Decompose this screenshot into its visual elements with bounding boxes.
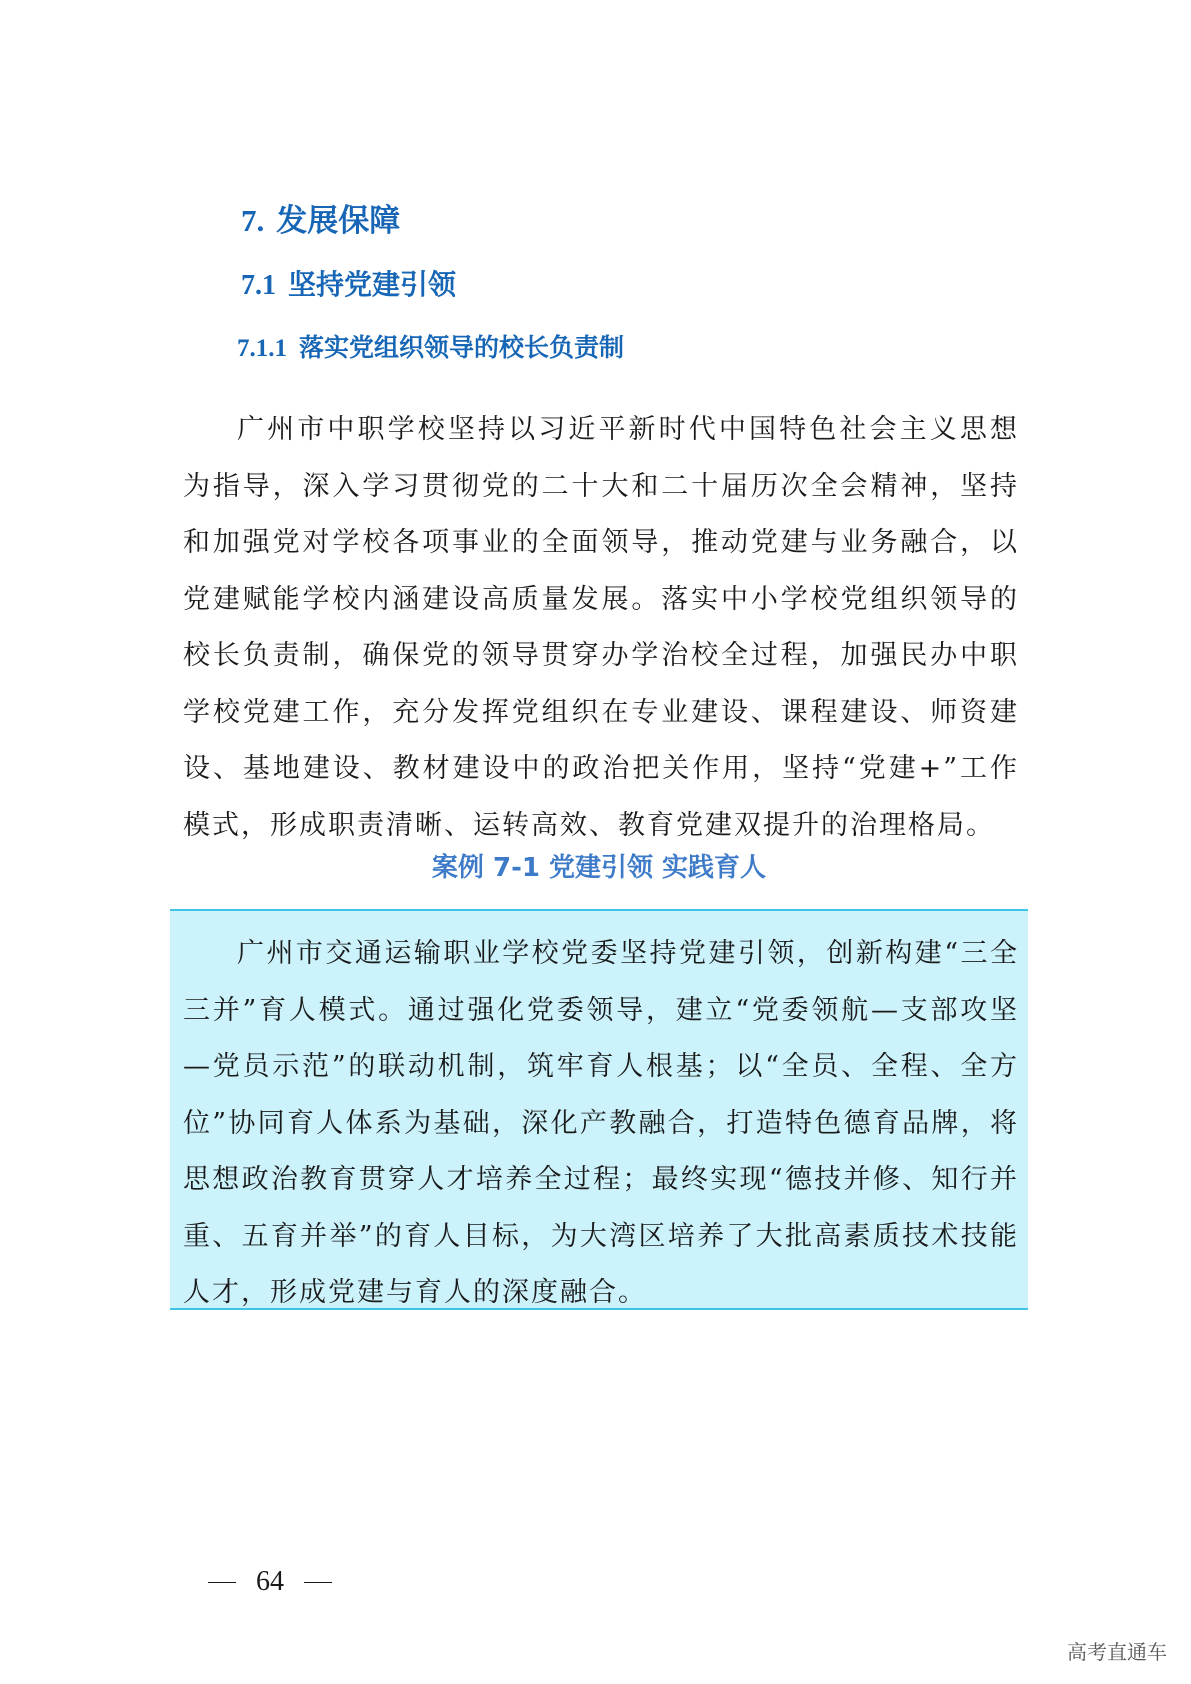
body-paragraph: 广州市中职学校坚持以习近平新时代中国特色社会主义思想为指导，深入学习贯彻党的二十大和二十届历次全会精神，坚持和加强党对学校各项事业的全面领导，推动党建与业务融合，以党建赋能学校内涵建设高质量发展。落实中小学校党组织领导的校长负责制，确保党的领导贯穿办学治校全过程，加强民办中职学校党建工作，充分发挥党组织在专业建设、课程建设、师资建设、基地建设、教材建设中的政治把关作用，坚持“党建+”工作模式，形成职责清晰、运转高效、教育党建双提升的治理格局。 [183, 414, 1019, 841]
subsubsection-title: 落实党组织领导的校长负责制 [299, 333, 625, 362]
page-number-footer [208, 1562, 332, 1602]
subsubsection-number: 7.1.1 [237, 335, 287, 362]
subsection-heading [241, 263, 456, 308]
subsection-number: 7.1 [241, 270, 276, 301]
watermark-text: 高考直通车 [1067, 1640, 1167, 1664]
footer-dash-right [304, 1582, 332, 1583]
section-number: 7. [241, 203, 265, 238]
case-study-text: 广州市交通运输职业学校党委坚持党建引领，创新构建“三全三并”育人模式。通过强化党委领导，建立“党委领航—支部攻坚—党员示范”的联动机制，筑牢育人根基；以“全员、全程、全方位”协同育人体系为基础，深化产教融合，打造特色德育品牌，将思想政治教育贯穿人才培养全过程；最终实现“德技并修、知行并重、五育并举”的育人目标，为大湾区培养了大批高素质技术技能人才，形成党建与育人的深度融合。 [183, 938, 1019, 1308]
case-study-box [170, 909, 1028, 1310]
section-title: 发展保障 [276, 203, 401, 239]
subsubsection-heading [237, 328, 624, 369]
footer-dash-left [208, 1582, 236, 1583]
section-heading [241, 196, 400, 246]
page-number: 64 [256, 1566, 284, 1597]
subsection-title: 坚持党建引领 [288, 268, 457, 301]
case-study-title: 案例 7-1 党建引领 实践育人 [431, 853, 767, 883]
